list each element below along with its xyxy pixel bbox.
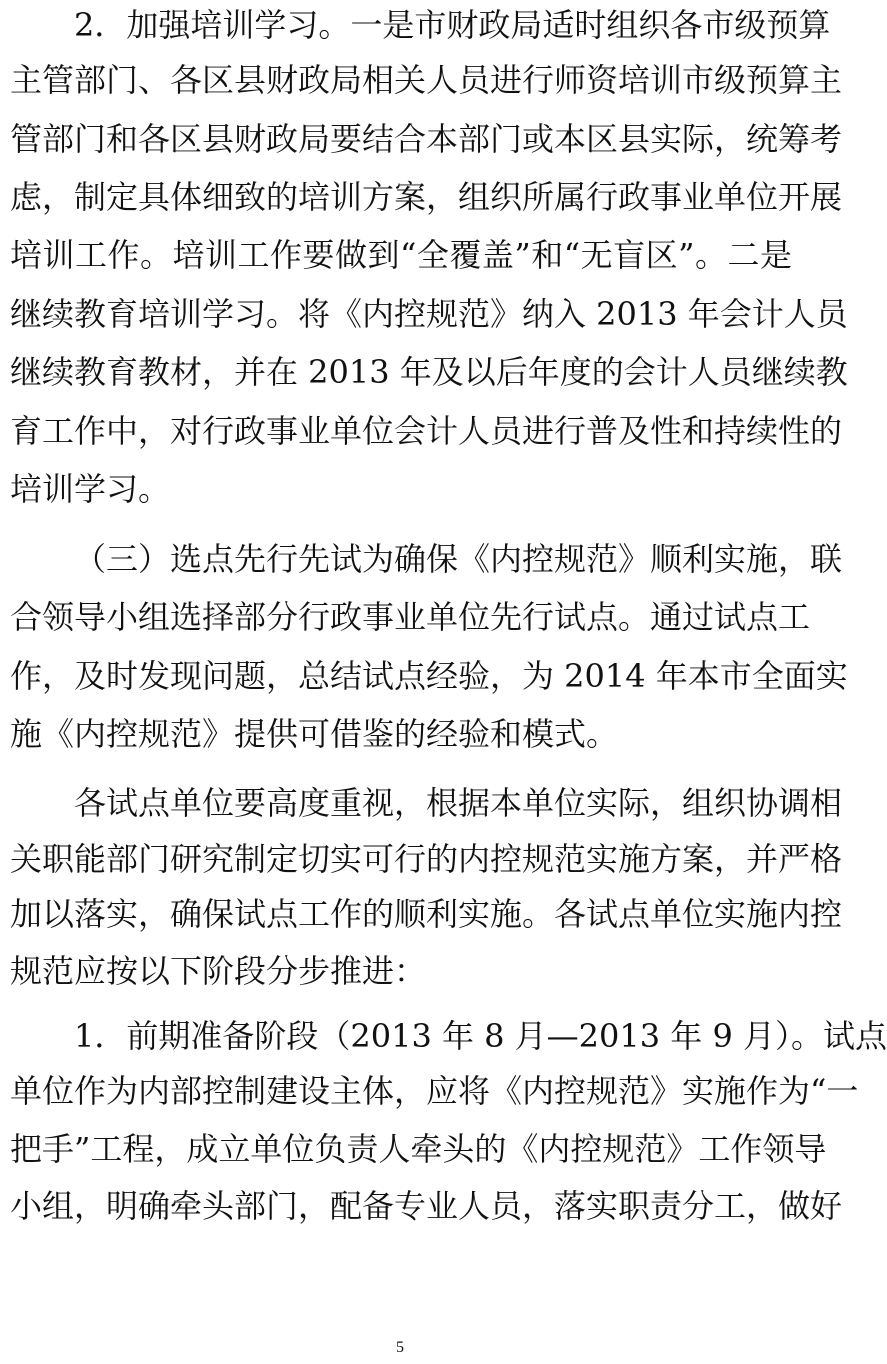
paragraph-line: 管部门和各区县财政局要结合本部门或本区县实际，统筹考: [10, 120, 843, 158]
paragraph-line: 施《内控规范》提供可借鉴的经验和模式。: [10, 715, 619, 753]
paragraph-line: 关职能部门研究制定切实可行的内控规范实施方案，并严格: [10, 840, 843, 878]
paragraph-line: 规范应按以下阶段分步推进：: [10, 952, 427, 990]
paragraph-line: 继续教育教材，并在 2013 年及以后年度的会计人员继续教: [10, 353, 848, 391]
paragraph-line: 育工作中，对行政事业单位会计人员进行普及性和持续性的: [10, 412, 843, 450]
paragraph-line: 单位作为内部控制建设主体，应将《内控规范》实施作为“一: [10, 1072, 859, 1110]
paragraph-line: 作，及时发现问题，总结试点经验，为 2014 年本市全面实: [10, 657, 848, 695]
paragraph-line: 培训学习。: [10, 470, 171, 508]
paragraph-line: 把手”工程，成立单位负责人牵头的《内控规范》工作领导: [10, 1130, 827, 1168]
paragraph-line: 各试点单位要高度重视，根据本单位实际，组织协调相: [74, 784, 843, 822]
page-number: 5: [396, 1339, 404, 1356]
paragraph-line: 虑，制定具体细致的培训方案，组织所属行政事业单位开展: [10, 178, 843, 216]
paragraph-line: 主管部门、各区县财政局相关人员进行师资培训市级预算主: [10, 61, 843, 99]
paragraph-line: 小组，明确牵头部门，配备专业人员，落实职责分工，做好: [10, 1187, 843, 1225]
paragraph-line: 加以落实，确保试点工作的顺利实施。各试点单位实施内控: [10, 895, 843, 933]
paragraph-line: 继续教育培训学习。将《内控规范》纳入 2013 年会计人员: [10, 295, 848, 333]
paragraph-line: 1．前期准备阶段（2013 年 8 月—2013 年 9 月）。试点: [74, 1017, 887, 1055]
paragraph-line: 培训工作。培训工作要做到“全覆盖”和“无盲区”。二是: [10, 236, 792, 274]
paragraph-line: 2．加强培训学习。一是市财政局适时组织各市级预算: [74, 6, 831, 44]
section-heading-line: （三）选点先行先试为确保《内控规范》顺利实施，联: [74, 540, 843, 578]
paragraph-line: 合领导小组选择部分行政事业单位先行试点。通过试点工: [10, 598, 811, 636]
